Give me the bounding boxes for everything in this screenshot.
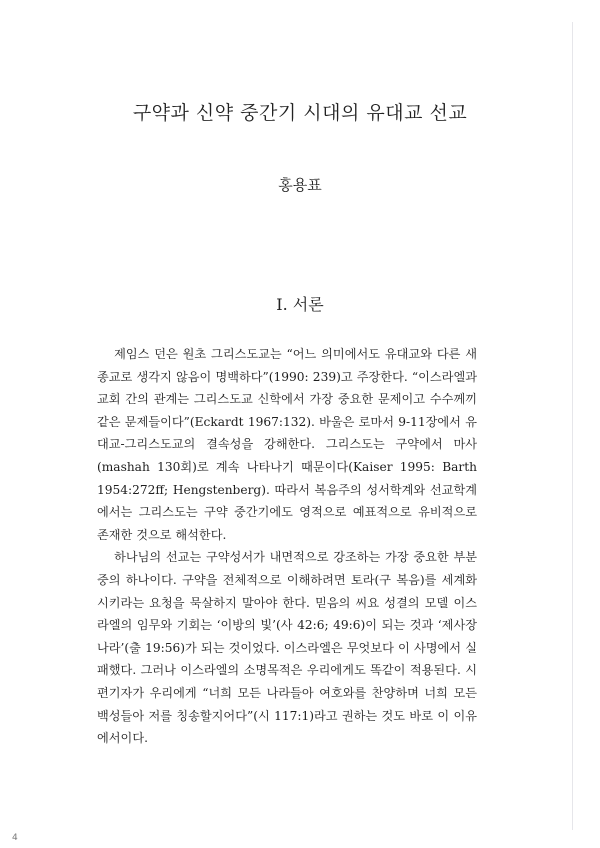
body-text [97,343,477,750]
paragraph: 제임스 던은 원초 그리스도교는 “어느 의미에서도 유대교와 다른 새 종교로 생각지 않음이 명백하다”(1990: 239)고 주장한다. “이스라엘과 교회 간의 관계는 그리스도교 신학에서 가장 중요한 문제이고 수수께끼 같은 문제들이다”(Eckardt 1967:132). 바울은 로마서 9-11장에서 유대교-그리스도교의 결속성을 강해한다. 그리스도는 구약에서 마사(mashah 130회)로 계속 나타나기 때문이다(Kaiser 1995: Barth 1954:272ff; Hengstenberg). 따라서 복음주의 성서학계와 선교학계에서는 그리스도는 구약 중간기에도 영적으로 예표적으로 유비적으로 존재한 것으로 해석한다. [97,347,477,542]
page-number: 4 [12,833,18,843]
page-edge-rule [572,22,573,830]
section-heading: I. 서론 [276,295,324,314]
author-name: 홍용표 [278,176,322,194]
paragraph: 하나님의 선교는 구약성서가 내면적으로 강조하는 가장 중요한 부분 중의 하나이다. 구약을 전체적으로 이해하려면 토라(구 복음)를 세계화시키라는 요청을 묵살하지 말아야 한다. 믿음의 씨요 성결의 모델 이스라엘의 임무와 기회는 ‘이방의 빛’(사 42:6; 49:6)이 되는 것과 ‘제사장 나라’(출 19:56)가 되는 것이었다. 이스라엘은 무엇보다 이 사명에서 실패했다. 그러나 이스라엘의 소명목적은 우리에게도 똑같이 적용된다. 시편기자가 우리에게 “너희 모든 나라들아 여호와를 찬양하며 너희 모든 백성들아 저를 칭송할지어다”(시 117:1)라고 권하는 것도 바로 이 이유에서이다. [97,550,477,746]
paper-title: 구약과 신약 중간기 시대의 유대교 선교 [132,102,468,124]
